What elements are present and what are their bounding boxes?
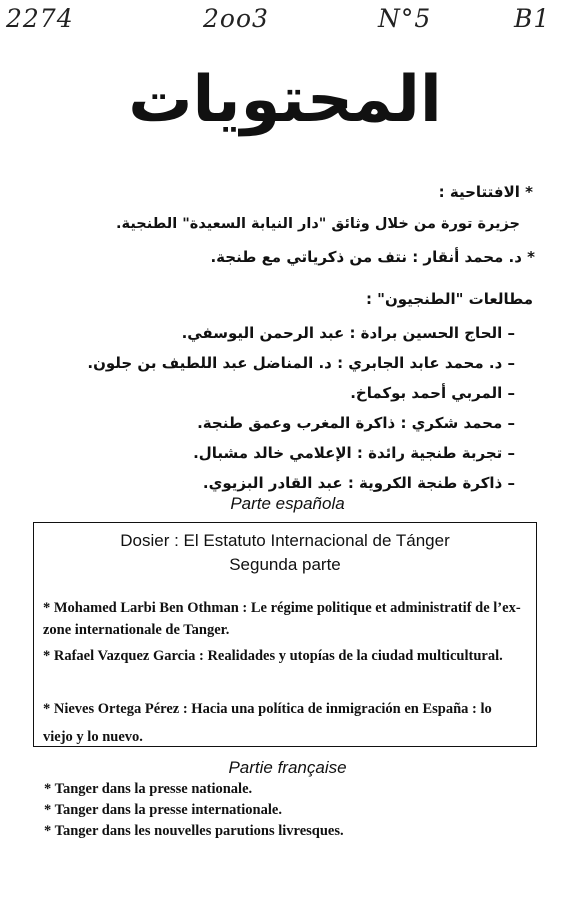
french-item: * Tanger dans la presse nationale. <box>44 781 253 797</box>
page-title: المحتويات <box>128 63 442 137</box>
french-item: * Tanger dans la presse internationale. <box>44 802 282 818</box>
list-item: – الحاج الحسين برادة : عبد الرحمن اليوسفي. <box>181 324 515 342</box>
editorial-heading: * الافتتاحية : <box>438 183 533 201</box>
dossier-item: * Rafael Vazquez Garcia : Realidades y utopías de la ciudad multicultural. <box>43 648 503 664</box>
list-item: – د. محمد عابد الجابري : د. المناضل عبد اللطيف بن جلون. <box>87 354 515 372</box>
handwritten-code: 2274 <box>6 4 74 33</box>
dossier-title: Dosier : El Estatuto Internacional de Tánger <box>120 531 450 550</box>
readings-heading: مطالعات "الطنجيون" : <box>365 290 533 308</box>
list-item: – محمد شكري : ذاكرة المغرب وعمق طنجة. <box>197 414 515 432</box>
french-section-heading: Partie française <box>228 758 347 777</box>
french-item: * Tanger dans les nouvelles parutions livresques. <box>44 823 344 839</box>
author-item: * د. محمد أنقار : نتف من ذكرياتي مع طنجة. <box>210 248 535 266</box>
dossier-item: * Mohamed Larbi Ben Othman : Le régime politique et administratif de l’ex-zone internationale de Tanger. <box>43 600 521 638</box>
handwritten-ref: B1 <box>514 4 551 33</box>
handwritten-number: N°5 <box>378 4 432 33</box>
dossier-box <box>33 522 537 747</box>
handwritten-year: 2oo3 <box>203 4 269 33</box>
list-item: – المربي أحمد بوكماخ. <box>350 384 515 402</box>
spanish-section-heading: Parte española <box>230 494 345 513</box>
editorial-item: جزيرة تورة من خلال وثائق "دار النيابة السعيدة" الطنجية. <box>116 216 520 232</box>
dossier-item: * Nieves Ortega Pérez : Hacia una política de inmigración en España : lo viejo y lo nuevo. <box>43 701 492 745</box>
list-item: – ذاكرة طنجة الكروية : عبد القادر البزيوي. <box>202 474 515 492</box>
dossier-subtitle: Segunda parte <box>229 555 341 574</box>
list-item: – تجربة طنجية رائدة : الإعلامي خالد مشبال. <box>193 444 515 462</box>
readings-list <box>35 318 515 498</box>
